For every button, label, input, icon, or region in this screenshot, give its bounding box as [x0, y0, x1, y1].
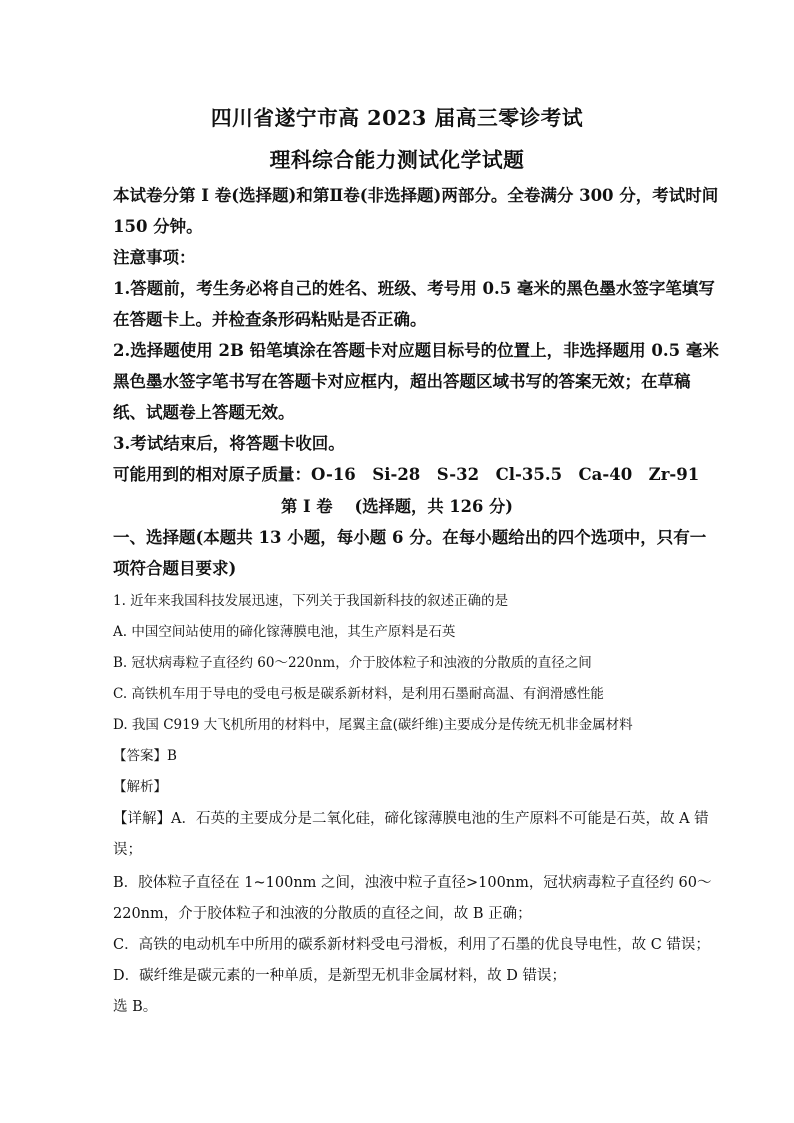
detail-conclusion: 选 B。 — [113, 999, 158, 1015]
detail-c: C．高铁的电动机车中所用的碳系新材料受电弓滑板，利用了石墨的优良导电性，故 C 错误； — [113, 937, 710, 953]
detail-b-line-1: B．胶体粒子直径在 1~100nm 之间，浊液中粒子直径>100nm，冠状病毒粒子直径约 60～ — [113, 875, 712, 891]
question-1-answer: 【答案】B — [113, 748, 177, 764]
part-1-line-2: 项符合题目要求) — [113, 559, 237, 578]
analysis-heading: 【解析】 — [113, 779, 167, 795]
question-1-option-c: C. 高铁机车用于导电的受电弓板是碳系新材料，是利用石墨耐高温、有润滑感性能 — [113, 686, 604, 702]
intro-line-2: 150 分钟。 — [113, 217, 203, 236]
note-3: 3.考试结束后，将答题卡收回。 — [113, 434, 345, 453]
note-2-line-2: 黑色墨水签字笔书写在答题卡对应框内，超出答题区域书写的答案无效；在草稿 — [113, 372, 691, 391]
atomic-masses: 可能用到的相对原子质量：O-16 Si-28 S-32 Cl-35.5 Ca-40 Zr-91 — [113, 465, 700, 484]
question-1-option-b: B. 冠状病毒粒子直径约 60～220nm，介于胶体粒子和浊液的分散质的直径之间 — [113, 655, 592, 671]
detail-a-line-1: 【详解】A．石英的主要成分是二氧化硅，碲化镓薄膜电池的生产原料不可能是石英，故 A 错 — [113, 811, 709, 827]
question-1-stem: 1. 近年来我国科技发展迅速，下列关于我国新科技的叙述正确的是 — [113, 593, 509, 609]
exam-title: 四川省遂宁市高 2023 届高三零诊考试 — [210, 106, 584, 130]
detail-d: D．碳纤维是碳元素的一种单质，是新型无机非金属材料，故 D 错误； — [113, 968, 566, 984]
part-1-line-1: 一、选择题(本题共 13 小题，每小题 6 分。在每小题给出的四个选项中，只有一 — [113, 528, 707, 547]
question-1-option-d: D. 我国 C919 大飞机所用的材料中，尾翼主盒(碳纤维)主要成分是传统无机非金属材料 — [113, 717, 633, 733]
note-1-line-1: 1.答题前，考生务必将自己的姓名、班级、考号用 0.5 毫米的黑色墨水签字笔填写 — [113, 279, 715, 298]
question-1-option-a: A. 中国空间站使用的碲化镓薄膜电池，其生产原料是石英 — [113, 624, 456, 640]
note-2-line-1: 2.选择题使用 2B 铅笔填涂在答题卡对应题目标号的位置上，非选择题用 0.5 毫米 — [113, 341, 719, 360]
section-1-title: 第 I 卷 (选择题，共 126 分) — [281, 497, 513, 516]
exam-subtitle: 理科综合能力测试化学试题 — [269, 148, 525, 172]
notes-heading: 注意事项： — [113, 248, 196, 267]
note-1-line-2: 在答题卡上。并检查条形码粘贴是否正确。 — [113, 310, 427, 329]
detail-a-line-2: 误； — [113, 842, 142, 858]
intro-line-1: 本试卷分第 I 卷(选择题)和第Ⅱ卷(非选择题)两部分。全卷满分 300 分，考试时间 — [113, 186, 719, 205]
detail-b-line-2: 220nm，介于胶体粒子和浊液的分散质的直径之间，故 B 正确； — [113, 906, 532, 922]
note-2-line-3: 纸、试题卷上答题无效。 — [113, 403, 295, 422]
